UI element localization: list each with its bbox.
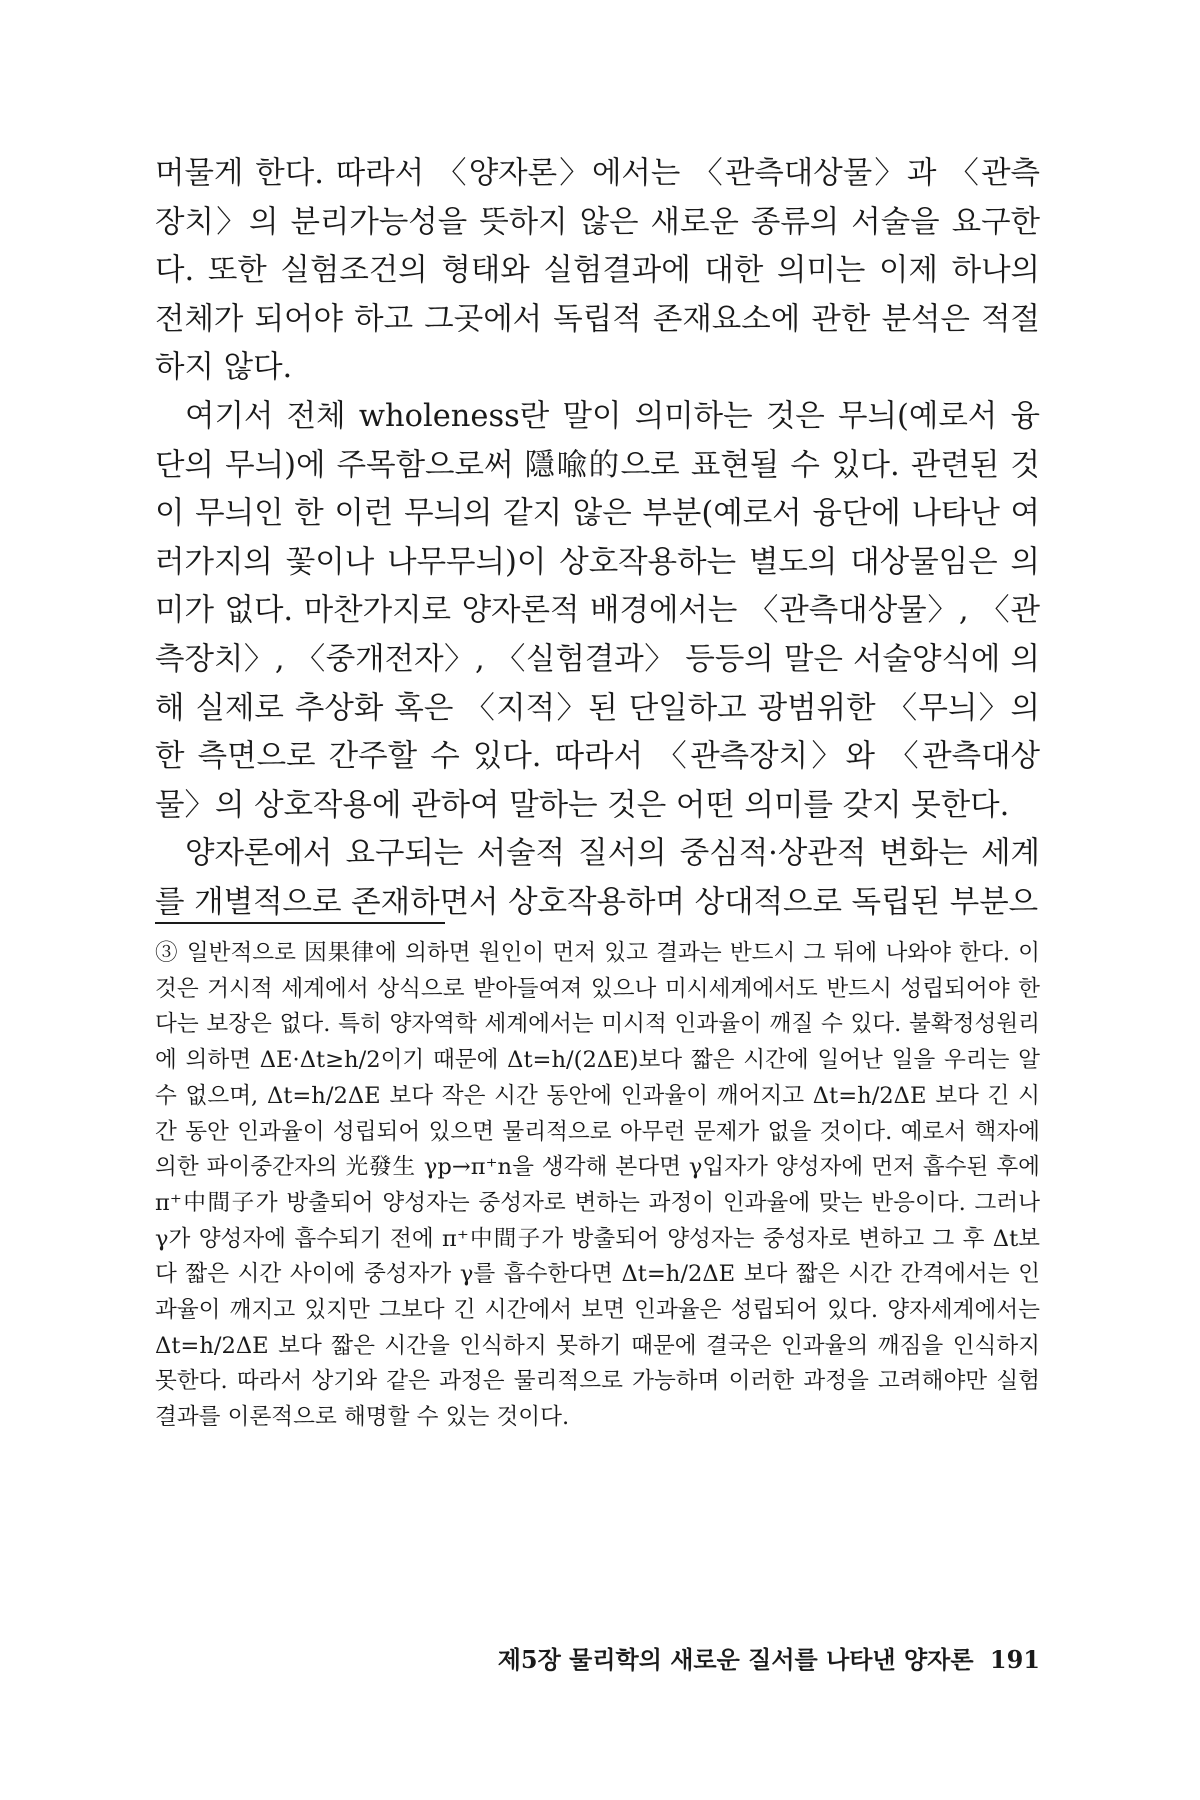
page-footer xyxy=(498,1640,1040,1675)
footnote-3: ③ 일반적으로 因果律에 의하면 원인이 먼저 있고 결과는 반드시 그 뒤에 나와야 한다. 이것은 거시적 세계에서 상식으로 받아들여져 있으나 미시세계에서도 반드시 성립되어야 한다는 보장은 없다. 특히 양자역학 세계에서는 미시적 인과율이 깨질 수 있다. 불확정성원리에 의하면 ΔE·Δt≥h/2이기 때문에 Δt=h/(2ΔE)보다 짧은 시간에 일어난 일을 우리는 알 수 없으며, Δt=h/2ΔE 보다 작은 시간 동안에 인과율이 깨어지고 Δt=h/2ΔE 보다 긴 시간 동안 인과율이 성립되어 있으면 물리적으로 아무런 문제가 없을 것이다. 예로서 핵자에 의한 파이중간자의 光發生 γp→π⁺n을 생각해 본다면 γ입자가 양성자에 먼저 흡수된 후에 π⁺中間子가 방출되어 양성자는 중성자로 변하는 과정이 인과율에 맞는 반응이다. 그러나 γ가 양성자에 흡수되기 전에 π⁺中間子가 방출되어 양성자는 중성자로 변하고 그 후 Δt보다 짧은 시간 사이에 중성자가 γ를 흡수한다면 Δt=h/2ΔE 보다 짧은 시간 간격에서는 인과율이 깨지고 있지만 그보다 긴 시간에서 보면 인과율은 성립되어 있다. 양자세계에서는 Δt=h/2ΔE 보다 짧은 시간을 인식하지 못하기 때문에 결국은 인과율의 깨짐을 인식하지 못한다. 따라서 상기와 같은 과정은 물리적으로 가능하며 이러한 과정을 고려해야만 실험결과를 이론적으로 해명할 수 있는 것이다. xyxy=(155,940,1040,1431)
paragraph-quantum-order: 양자론에서 요구되는 서술적 질서의 중심적·상관적 변화는 세계를 개별적으로 존재하면서 상호작용하며 상대적으로 독립된 부분으 xyxy=(155,836,1040,920)
body-text xyxy=(155,150,1040,928)
page-number: 191 xyxy=(989,1645,1040,1674)
paragraph-wholeness: 여기서 전체 wholeness란 말이 의미하는 것은 무늬(예로서 융단의 무늬)에 주목함으로써 隱喩的으로 표현될 수 있다. 관련된 것이 무늬인 한 이런 무늬의 같지 않은 부분(예로서 융단에 나타난 여러가지의 꽃이나 나무무늬)이 상호작용하는 별도의 대상물임은 의미가 없다. 마찬가지로 양자론적 배경에서는 〈관측대상물〉, 〈관측장치〉, 〈중개전자〉, 〈실험결과〉 등등의 말은 서술양식에 의해 실제로 추상화 혹은 〈지적〉된 단일하고 광범위한 〈무늬〉의 한 측면으로 간주할 수 있다. 따라서 〈관측장치〉와 〈관측대상물〉의 상호작용에 관하여 말하는 것은 어떤 의미를 갖지 못한다. xyxy=(155,398,1040,823)
running-chapter-title: 제5장 물리학의 새로운 질서를 나타낸 양자론 xyxy=(497,1645,974,1674)
footnote-divider xyxy=(155,922,445,924)
paragraph-continuation: 머물게 한다. 따라서 〈양자론〉에서는 〈관측대상물〉과 〈관측장치〉의 분리가능성을 뜻하지 않은 새로운 종류의 서술을 요구한다. 또한 실험조건의 형태와 실험결과에 대한 의미는 이제 하나의 전체가 되어야 하고 그곳에서 독립적 존재요소에 관한 분석은 적절하지 않다. xyxy=(155,156,1040,386)
